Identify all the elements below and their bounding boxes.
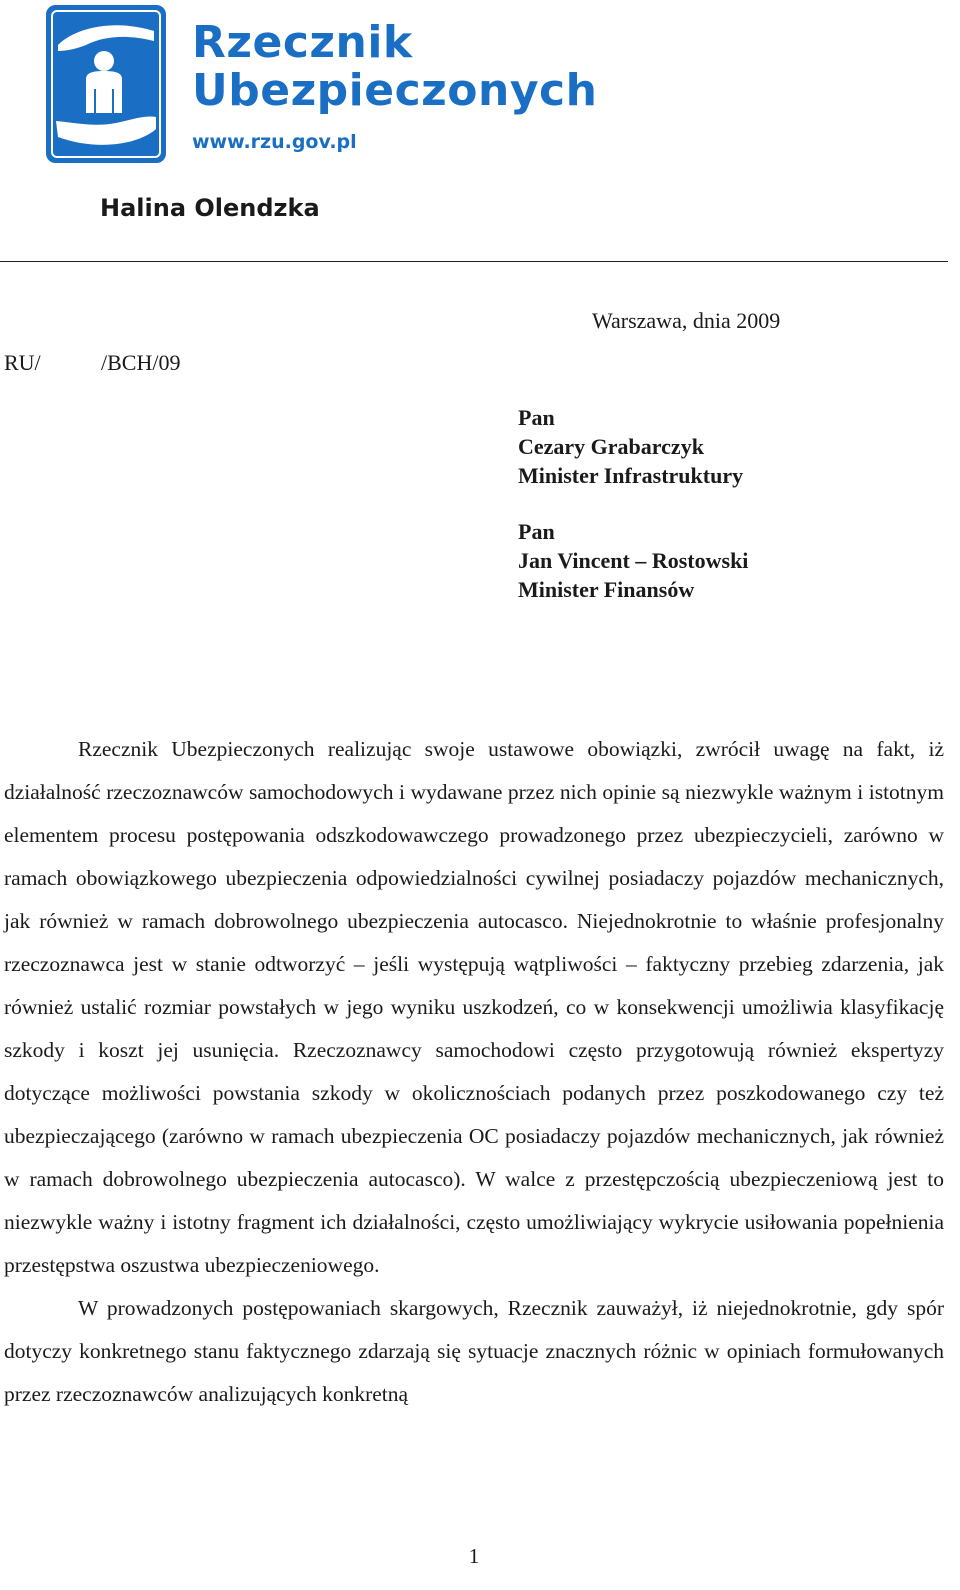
- body-paragraph: W prowadzonych postępowaniach skargowych, Rzecznik zauważył, iż niejednokrotnie, gdy spór dotyczy konkretnego stanu faktycznego zdarzają się sytuacje znacznych różnic w opiniach formułowanych przez rzeczoznawców analizujących konkretną: [4, 1296, 944, 1406]
- letter-body: [4, 728, 944, 1416]
- recipient-block: [518, 403, 743, 490]
- body-paragraph: Rzecznik Ubezpieczonych realizując swoje ustawowe obowiązki, zwrócił uwagę na fakt, iż działalność rzeczoznawców samochodowych i wydawane przez nich opinie są niezwykle ważnym i istotnym elementem procesu postępowania odszkodowawczego prowadzonego przez ubezpieczycieli, zarówno w ramach obowiązkowego ubezpieczenia odpowiedzialności cywilnej posiadaczy pojazdów mechanicznych, jak również w ramach dobrowolnego ubezpieczenia autocasco. Niejednokrotnie to właśnie profesjonalny rzeczoznawca jest w stanie odtworzyć – jeśli występują wątpliwości – faktyczny przebieg zdarzenia, jak również ustalić rozmiar powstałych w jego wyniku uszkodzeń, co w konsekwencji umożliwia klasyfikację szkody i koszt jej usunięcia. Rzeczoznawcy samochodowi często przygotowują również ekspertyzy dotyczące możliwości powstania szkody w okolicznościach podanych przez poszkodowanego czy też ubezpieczającego (zarówno w ramach ubezpieczenia OC posiadaczy pojazdów mechanicznych, jak również w ramach dobrowolnego ubezpieczenia autocasco). W walce z przestępczością ubezpieczeniową jest to niezwykle ważny i istotny fragment ich działalności, często umożliwiający wykrycie usiłowania popełnienia przestępstwa oszustwa ubezpieczeniowego.: [4, 737, 944, 1277]
- recipient-salutation: Pan: [518, 405, 555, 430]
- logo-line-1: Rzecznik: [192, 17, 413, 68]
- logo-url: www.rzu.gov.pl: [192, 131, 357, 153]
- page-number: 1: [468, 1544, 480, 1568]
- letter-date: Warszawa, dnia 2009: [592, 308, 781, 333]
- logo-wordmark: [192, 19, 597, 153]
- reference-prefix: RU/: [4, 350, 41, 375]
- recipient-title: Minister Finansów: [518, 577, 695, 602]
- header-person-name: Halina Olendzka: [100, 194, 320, 222]
- logo: [46, 5, 606, 165]
- recipient-salutation: Pan: [518, 519, 555, 544]
- reference-suffix: /BCH/09: [101, 350, 181, 375]
- header-divider: [0, 261, 948, 262]
- recipient-title: Minister Infrastruktury: [518, 463, 744, 488]
- recipient-block: [518, 517, 748, 604]
- logo-line-2: Ubezpieczonych: [192, 65, 598, 116]
- hands-holding-person-icon: [46, 5, 166, 163]
- recipient-name: Cezary Grabarczyk: [518, 434, 704, 459]
- recipient-name: Jan Vincent – Rostowski: [518, 548, 749, 573]
